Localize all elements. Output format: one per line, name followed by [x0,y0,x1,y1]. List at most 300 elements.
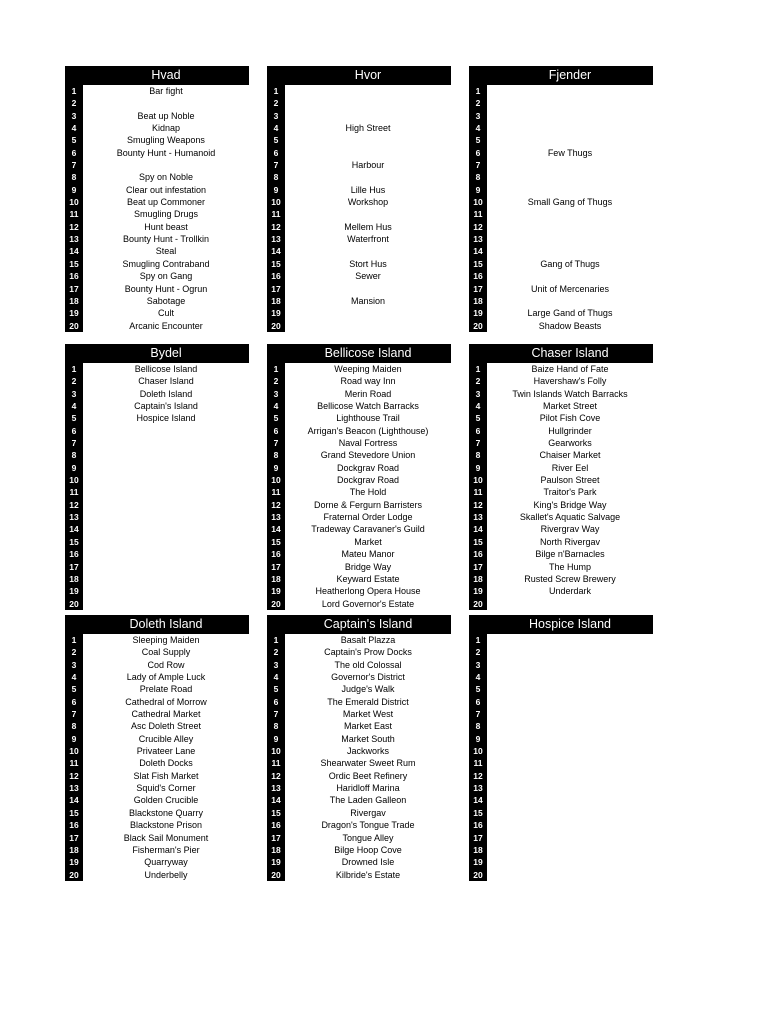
row-entry: Drowned Isle [341,857,395,868]
table-row [469,770,653,782]
table-row [267,819,451,831]
table-row [267,486,451,498]
table-row [469,147,653,159]
row-entry: Kilbride's Estate [335,869,401,880]
row-number: 9 [267,184,285,196]
table-row [469,561,653,573]
row-entry: Stort Hus [349,258,387,269]
row-number: 9 [469,733,487,745]
table-row [65,159,249,171]
row-number: 12 [469,221,487,233]
row-number: 4 [469,671,487,683]
row-entry: Smugling Contraband [122,258,210,269]
row-number: 3 [267,110,285,122]
row-number: 1 [65,85,83,97]
table-row [65,659,249,671]
row-entry [487,245,653,257]
row-entry: Bounty Hunt - Trollkin [122,234,210,245]
table-row [267,85,451,97]
row-entry [83,523,249,535]
row-entry: Black Sail Monument [123,832,209,843]
row-number: 18 [267,844,285,856]
table-row [469,270,653,282]
row-entry: Beat up Commoner [126,197,206,208]
table-hospice-island [469,615,653,881]
row-number: 5 [267,134,285,146]
row-number: 10 [65,196,83,208]
row-number: 7 [65,437,83,449]
row-entry: Crucible Alley [138,733,194,744]
row-entry [487,733,653,745]
table-row [65,844,249,856]
row-entry [487,97,653,109]
table-row [469,85,653,97]
table-row [65,388,249,400]
row-entry [487,745,653,757]
row-entry: Heatherlong Opera House [315,586,421,597]
row-number: 17 [469,832,487,844]
row-number: 3 [267,388,285,400]
row-number: 2 [469,375,487,387]
row-entry: Unit of Mercenaries [530,283,610,294]
row-number: 11 [469,208,487,220]
row-entry: Naval Fortress [338,438,398,449]
row-entry [487,171,653,183]
row-entry: Golden Crucible [133,795,199,806]
row-entry [285,320,451,332]
table-row [267,388,451,400]
row-entry: North Rivergav [539,536,601,547]
row-entry: Steal [155,246,177,257]
table-row [65,486,249,498]
row-number: 6 [267,425,285,437]
table-row [267,258,451,270]
number-column-header [65,615,83,634]
row-number: 1 [65,363,83,375]
table-row [267,696,451,708]
row-number: 12 [469,770,487,782]
row-number: 17 [65,561,83,573]
table-row [65,832,249,844]
row-entry: Market [354,536,382,547]
table-row [469,159,653,171]
row-number: 7 [469,437,487,449]
table-row [65,757,249,769]
table-row [267,474,451,486]
row-entry [285,110,451,122]
row-entry [285,208,451,220]
table-row [65,363,249,375]
row-number: 11 [65,757,83,769]
row-entry: Doleth Island [139,388,193,399]
table-row [267,646,451,658]
row-number: 4 [469,400,487,412]
table-row [65,807,249,819]
table-row [469,258,653,270]
row-number: 3 [469,659,487,671]
row-entry: Asc Doleth Street [130,721,202,732]
table-row [65,585,249,597]
table-row [469,97,653,109]
table-row [65,646,249,658]
row-entry: Jackworks [346,746,389,757]
row-number: 13 [469,782,487,794]
row-number: 9 [469,462,487,474]
table-row [267,449,451,461]
table-row [267,807,451,819]
row-entry [285,97,451,109]
row-number: 9 [469,184,487,196]
row-number: 2 [65,646,83,658]
row-entry: The Laden Galleon [329,795,407,806]
row-number: 17 [267,561,285,573]
table-row [267,708,451,720]
table-title: Bydel [83,344,249,363]
table-row [267,270,451,282]
table-row [65,696,249,708]
row-number: 2 [267,646,285,658]
table-row [65,233,249,245]
row-number: 14 [65,523,83,535]
row-entry: Arcanic Encounter [129,320,203,331]
row-number: 5 [267,412,285,424]
row-number: 15 [469,536,487,548]
table-row [65,412,249,424]
row-number: 20 [267,598,285,610]
row-number: 2 [65,97,83,109]
row-number: 19 [65,856,83,868]
row-entry: Small Gang of Thugs [527,197,613,208]
row-entry: Underbelly [144,869,188,880]
row-number: 16 [267,548,285,560]
row-number: 20 [469,598,487,610]
table-row [469,208,653,220]
table-row [65,733,249,745]
row-entry [285,85,451,97]
row-entry: Judge's Walk [341,684,395,695]
table-row [469,659,653,671]
row-number: 19 [267,585,285,597]
row-entry: Market South [341,733,395,744]
table-header [267,344,451,363]
row-entry: Dockgrav Road [336,475,400,486]
row-number: 5 [267,683,285,695]
table-row [65,499,249,511]
number-column-header [267,615,285,634]
table-row [469,122,653,134]
row-number: 7 [469,159,487,171]
table-row [469,511,653,523]
row-number: 13 [65,233,83,245]
table-row [65,320,249,332]
row-number: 7 [267,437,285,449]
row-number: 14 [469,245,487,257]
row-number: 18 [267,573,285,585]
table-row [65,208,249,220]
row-entry: Fisherman's Pier [132,844,200,855]
row-entry: Few Thugs [547,147,593,158]
row-entry: High Street [345,123,391,134]
table-row [65,573,249,585]
table-row [469,425,653,437]
row-number: 10 [65,474,83,486]
row-number: 17 [267,283,285,295]
row-entry: Pilot Fish Cove [539,413,601,424]
row-entry: Governor's District [331,672,405,683]
table-row [267,782,451,794]
row-entry [83,585,249,597]
row-entry: Sabotage [146,295,186,306]
row-entry [487,122,653,134]
row-number: 14 [267,245,285,257]
row-entry: Mateu Manor [341,549,395,560]
table-fjender [469,66,653,332]
row-number: 11 [267,208,285,220]
table-row [267,147,451,159]
table-row [469,683,653,695]
row-number: 14 [65,794,83,806]
row-entry: Captain's Prow Docks [324,647,412,658]
table-row [267,536,451,548]
table-row [267,295,451,307]
row-entry: Large Gand of Thugs [527,308,613,319]
row-entry: Dockgrav Road [336,462,400,473]
row-entry [83,462,249,474]
row-entry: Mansion [350,295,386,306]
row-number: 6 [469,696,487,708]
table-header [469,615,653,634]
table-row [267,110,451,122]
table-row [267,683,451,695]
row-entry: Cathedral of Morrow [125,696,207,707]
row-number: 8 [267,449,285,461]
row-number: 19 [469,307,487,319]
row-entry: Fraternal Order Lodge [323,512,413,523]
row-entry: Grand Stevedore Union [320,450,416,461]
table-row [65,400,249,412]
table-row [469,782,653,794]
row-number: 18 [65,844,83,856]
table-row [469,245,653,257]
table-row [469,295,653,307]
table-row [267,523,451,535]
table-row [65,782,249,794]
row-number: 6 [65,147,83,159]
table-row [469,375,653,387]
table-title: Hospice Island [487,615,653,634]
table-row [469,585,653,597]
row-number: 6 [267,696,285,708]
row-number: 20 [65,598,83,610]
table-row [267,375,451,387]
table-row [469,110,653,122]
row-entry [487,233,653,245]
table-row [267,659,451,671]
row-entry: Rivergrav Way [540,524,600,535]
row-number: 11 [469,486,487,498]
row-entry: Shearwater Sweet Rum [320,758,416,769]
table-row [267,770,451,782]
table-row [267,856,451,868]
row-entry [83,486,249,498]
row-entry: Basalt Plazza [340,635,396,645]
row-number: 9 [267,462,285,474]
row-number: 1 [267,363,285,375]
table-title: Chaser Island [487,344,653,363]
table-row [469,733,653,745]
row-entry: Squid's Corner [136,783,196,794]
table-row [65,437,249,449]
row-entry [487,708,653,720]
table-row [267,598,451,610]
row-entry: Bilge n'Barnacles [535,549,605,560]
table-row [469,184,653,196]
table-row [267,720,451,732]
row-number: 8 [65,449,83,461]
table-row [65,258,249,270]
row-entry: Captain's Island [134,401,198,412]
row-entry [487,869,653,881]
row-number: 16 [469,548,487,560]
table-row [469,856,653,868]
row-entry: Market Street [542,401,598,412]
row-number: 1 [267,85,285,97]
table-row [469,523,653,535]
row-number: 18 [65,573,83,585]
table-row [469,474,653,486]
row-number: 13 [65,782,83,794]
table-row [469,233,653,245]
row-number: 8 [267,720,285,732]
row-entry: Market East [343,721,392,732]
row-entry [83,561,249,573]
table-row [267,196,451,208]
row-entry: Bridge Way [344,561,392,572]
table-row [469,869,653,881]
row-number: 17 [65,283,83,295]
table-header [267,615,451,634]
row-number: 6 [469,147,487,159]
row-entry: Harbour [351,160,385,171]
table-row [65,295,249,307]
row-entry: Sewer [355,271,381,282]
row-number: 19 [267,307,285,319]
table-row [267,283,451,295]
row-entry [83,159,249,171]
row-number: 18 [65,295,83,307]
row-entry [487,270,653,282]
table-row [469,307,653,319]
row-entry: Market West [342,709,394,720]
table-title: Hvor [285,66,451,85]
row-entry: Skallet's Aquatic Salvage [519,512,621,523]
row-entry: Smugling Drugs [133,209,199,220]
row-number: 3 [469,110,487,122]
table-row [267,634,451,646]
table-row [267,233,451,245]
table-row [267,548,451,560]
row-entry: Beat up Noble [137,110,195,121]
row-number: 8 [267,171,285,183]
row-number: 20 [267,320,285,332]
row-entry [83,511,249,523]
row-number: 9 [65,462,83,474]
table-header [469,66,653,85]
table-row [65,770,249,782]
row-entry: The Hold [349,487,387,498]
row-number: 13 [267,511,285,523]
row-number: 18 [469,844,487,856]
table-row [469,462,653,474]
row-entry [285,134,451,146]
table-row [267,561,451,573]
row-entry: Bounty Hunt - Humanoid [116,147,216,158]
row-entry [83,548,249,560]
table-row [469,536,653,548]
row-number: 16 [267,819,285,831]
table-row [469,745,653,757]
table-row [469,548,653,560]
table-row [65,97,249,109]
row-entry: Bellicose Island [134,364,198,374]
row-entry: Gearworks [548,438,592,449]
row-entry [487,159,653,171]
table-title: Doleth Island [83,615,249,634]
table-row [469,437,653,449]
table-row [267,573,451,585]
row-entry: Havershaw's Folly [533,376,607,387]
row-entry [83,437,249,449]
row-number: 16 [469,270,487,282]
table-header [65,344,249,363]
table-row [65,794,249,806]
table-row [469,449,653,461]
row-number: 16 [65,548,83,560]
row-entry: Rusted Screw Brewery [524,573,616,584]
row-number: 12 [65,221,83,233]
table-row [469,646,653,658]
table-row [267,122,451,134]
table-row [267,794,451,806]
row-entry: Arrigan's Beacon (Lighthouse) [307,425,429,436]
table-chaser-island [469,344,653,610]
row-entry [487,85,653,97]
table-row [469,832,653,844]
row-entry: Twin Islands Watch Barracks [512,388,628,399]
row-entry: Keyward Estate [336,573,400,584]
table-row [65,85,249,97]
table-title: Fjender [487,66,653,85]
row-entry: Tongue Alley [342,832,394,843]
row-entry: River Eel [551,462,589,473]
row-entry: Merin Road [344,388,392,399]
table-row [469,819,653,831]
row-entry: Bar fight [149,86,183,96]
row-entry [285,245,451,257]
row-entry: Clear out infestation [125,184,207,195]
table-row [267,757,451,769]
table-row [65,511,249,523]
row-entry: Bilge Hoop Cove [334,844,402,855]
row-number: 3 [65,388,83,400]
row-number: 4 [65,400,83,412]
row-entry: Paulson Street [540,475,600,486]
row-number: 18 [469,573,487,585]
row-number: 10 [65,745,83,757]
table-row [469,634,653,646]
table-row [65,425,249,437]
row-entry [487,659,653,671]
